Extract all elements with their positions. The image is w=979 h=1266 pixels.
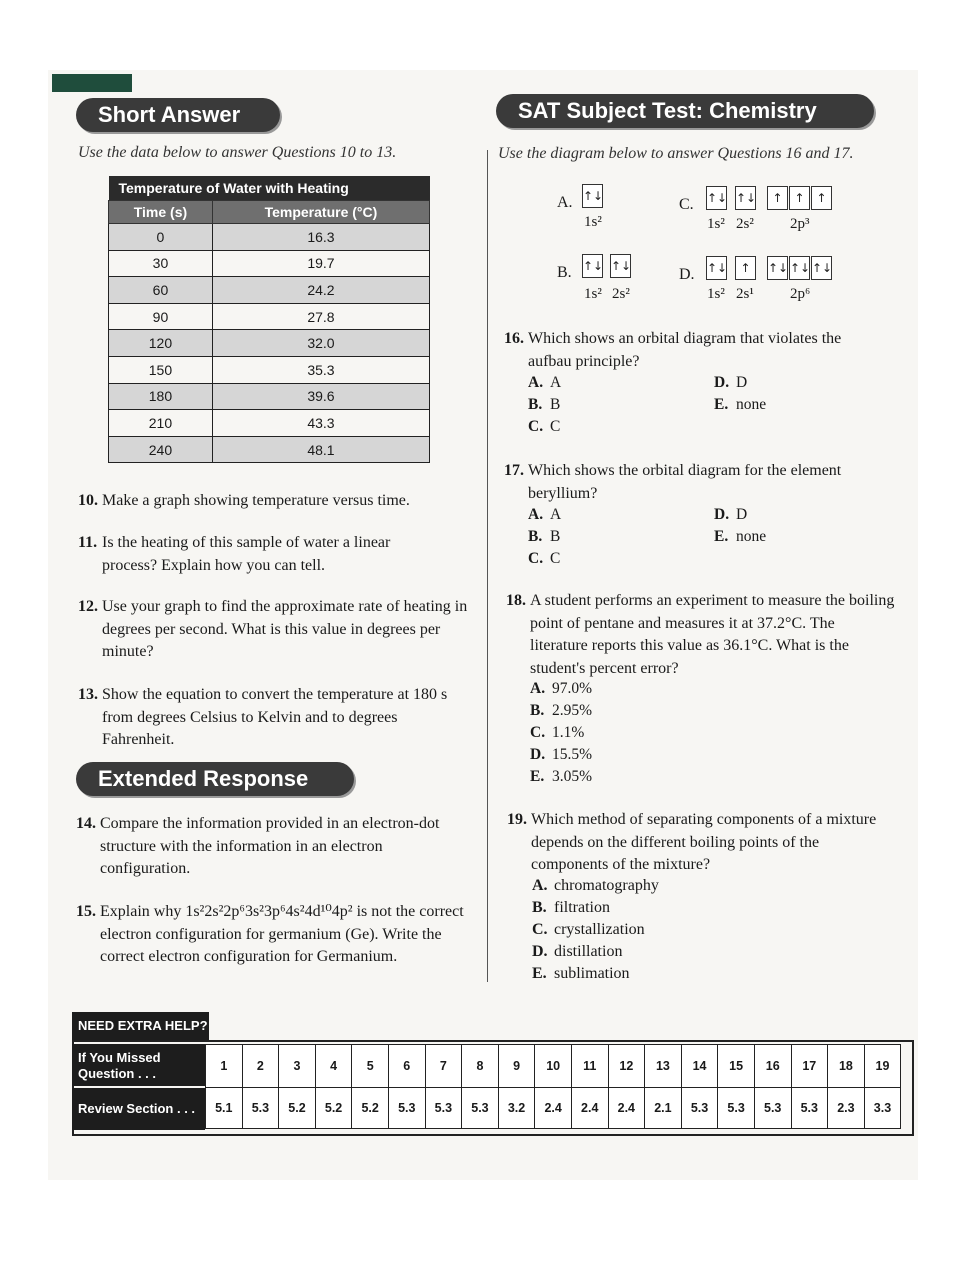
missed-question-cell: 12 (608, 1045, 645, 1088)
temperature-column-header: Temperature (°C) (212, 201, 429, 224)
review-section-label: Review Section . . . (72, 1088, 205, 1130)
q17-choices-left (528, 504, 561, 570)
extended-response-header: Extended Response (76, 762, 354, 796)
table-caption: Temperature of Water with Heating (109, 176, 430, 201)
choice-e (532, 963, 659, 985)
choice-c (528, 548, 561, 570)
time-cell: 180 (109, 383, 213, 410)
temperature-cell: 48.1 (212, 436, 429, 463)
choice-b (530, 700, 592, 722)
choice-a (528, 504, 561, 526)
choice-text: A (550, 506, 562, 523)
question-11 (78, 532, 432, 577)
missed-question-cell: 1 (206, 1045, 243, 1088)
question-18 (506, 590, 895, 680)
table-row (109, 330, 430, 357)
orbital-box: ↑ (789, 186, 810, 210)
question-text: Which shows the orbital diagram for the element beryllium? (528, 462, 842, 502)
choice-text: crystallization (554, 921, 645, 938)
missed-question-cell: 3 (279, 1045, 316, 1088)
choice-a (532, 875, 659, 897)
choice-c (532, 919, 659, 941)
missed-question-label: If You Missed Question . . . (72, 1044, 205, 1086)
missed-question-cell: 8 (462, 1045, 499, 1088)
missed-question-cell: 14 (681, 1045, 718, 1088)
review-section-row (206, 1088, 901, 1129)
diagram-letter: C. (679, 196, 694, 213)
choice-text: distillation (554, 943, 623, 960)
short-answer-intro: Use the data below to answer Questions 10 to 13. (78, 144, 397, 161)
choice-e (714, 394, 766, 416)
orbital-box: ↑↓ (811, 256, 832, 280)
question-17 (504, 460, 888, 505)
diagram-letter: A. (557, 194, 573, 211)
missed-question-cell: 11 (571, 1045, 608, 1088)
question-number: 13. (78, 686, 98, 703)
missed-question-cell: 17 (791, 1045, 828, 1088)
choice-b (528, 526, 561, 548)
sat-header: SAT Subject Test: Chemistry (496, 94, 874, 128)
orbital-label: 1s² (707, 216, 725, 232)
time-cell: 30 (109, 250, 213, 277)
choice-text: filtration (554, 899, 610, 916)
table-row (109, 303, 430, 330)
orbital-label: 1s² (584, 286, 602, 302)
top-color-bar (52, 74, 132, 92)
time-cell: 210 (109, 410, 213, 437)
question-number: 15. (76, 903, 96, 920)
extra-help-title: NEED EXTRA HELP? (72, 1012, 209, 1040)
question-text: Make a graph showing temperature versus time. (102, 492, 410, 509)
temperature-cell: 24.2 (212, 277, 429, 304)
time-cell: 0 (109, 224, 213, 251)
sat-intro: Use the diagram below to answer Questions 16 and 17. (498, 145, 854, 162)
time-cell: 240 (109, 436, 213, 463)
time-column-header: Time (s) (109, 201, 213, 224)
question-text: A student performs an experiment to measure the boiling point of pentane and measures it at 37.2°C. The literature reports this value as 36.1°C. What is the student's percent error? (530, 592, 895, 677)
question-text: Which method of separating components of a mixture depends on the different boiling points of the components of the mixture? (531, 811, 877, 873)
choice-text: 3.05% (552, 768, 593, 785)
orbital-box: ↑↓ (706, 256, 727, 280)
table-row (109, 277, 430, 304)
review-section-cell: 5.1 (206, 1088, 243, 1129)
choice-d (530, 744, 592, 766)
missed-question-cell: 16 (754, 1045, 791, 1088)
choice-letter: B. (528, 396, 543, 413)
missed-question-cell: 5 (352, 1045, 389, 1088)
question-number-row (206, 1045, 901, 1088)
orbital-label: 1s² (584, 214, 602, 230)
temperature-cell: 39.6 (212, 383, 429, 410)
missed-question-cell: 18 (828, 1045, 865, 1088)
missed-question-cell: 13 (645, 1045, 682, 1088)
question-16 (504, 328, 888, 373)
choice-d (532, 941, 659, 963)
choice-e (714, 526, 766, 548)
orbital-label: 2s² (612, 286, 630, 302)
review-section-cell: 3.2 (498, 1088, 535, 1129)
choice-c (530, 722, 592, 744)
review-section-cell: 5.3 (791, 1088, 828, 1129)
choice-text: C (550, 550, 561, 567)
choice-letter: A. (530, 680, 546, 697)
table-row (109, 224, 430, 251)
choice-letter: D. (714, 506, 730, 523)
review-section-cell: 5.3 (388, 1088, 425, 1129)
orbital-label: 2p⁶ (790, 286, 811, 302)
review-section-cell: 5.2 (352, 1088, 389, 1129)
review-section-cell: 5.2 (315, 1088, 352, 1129)
review-section-cell: 2.4 (608, 1088, 645, 1129)
choice-letter: D. (714, 374, 730, 391)
time-cell: 150 (109, 356, 213, 383)
missed-question-cell: 9 (498, 1045, 535, 1088)
choice-letter: C. (528, 418, 544, 435)
missed-question-cell: 4 (315, 1045, 352, 1088)
choice-letter: A. (528, 506, 544, 523)
temperature-cell: 35.3 (212, 356, 429, 383)
temperature-table (108, 176, 430, 463)
choice-e (530, 766, 592, 788)
choice-text: 15.5% (552, 746, 593, 763)
q16-choices-right (714, 372, 766, 416)
review-section-cell: 5.3 (681, 1088, 718, 1129)
choice-text: 1.1% (552, 724, 585, 741)
temperature-cell: 16.3 (212, 224, 429, 251)
q16-choices-left (528, 372, 561, 438)
orbital-label: 2s² (736, 216, 754, 232)
question-19 (507, 809, 896, 877)
choice-letter: A. (528, 374, 544, 391)
orbital-label: 1s² (707, 286, 725, 302)
review-section-cell: 5.3 (718, 1088, 755, 1129)
time-cell: 90 (109, 303, 213, 330)
question-text: Compare the information provided in an electron-dot structure with the information in an electron configuration. (100, 815, 440, 877)
choice-text: none (736, 396, 767, 413)
choice-a (530, 678, 592, 700)
review-section-cell: 5.3 (425, 1088, 462, 1129)
question-15 (76, 901, 476, 969)
orbital-box: ↑↓ (706, 186, 727, 210)
temperature-cell: 19.7 (212, 250, 429, 277)
temperature-cell: 43.3 (212, 410, 429, 437)
missed-question-cell: 19 (864, 1045, 901, 1088)
question-text: Which shows an orbital diagram that violates the aufbau principle? (528, 330, 842, 370)
choice-text: 97.0% (552, 680, 593, 697)
choice-c (528, 416, 561, 438)
question-10 (78, 490, 462, 513)
review-section-cell: 2.4 (535, 1088, 572, 1129)
choice-letter: D. (532, 943, 548, 960)
choice-text: 2.95% (552, 702, 593, 719)
orbital-box: ↑↓ (789, 256, 810, 280)
extra-help-table (205, 1044, 901, 1129)
short-answer-header: Short Answer (76, 98, 280, 132)
choice-text: none (736, 528, 767, 545)
choice-d (714, 372, 766, 394)
choice-text: D (736, 374, 748, 391)
choice-text: sublimation (554, 965, 630, 982)
review-section-cell: 2.4 (571, 1088, 608, 1129)
missed-question-cell: 7 (425, 1045, 462, 1088)
orbital-box: ↑↓ (610, 254, 631, 278)
question-text: Explain why (100, 903, 186, 920)
electron-configuration: 1s²2s²2p⁶3s²3p⁶4s²4d¹⁰4p² (185, 903, 353, 920)
question-13 (78, 684, 472, 752)
choice-b (532, 897, 659, 919)
table-row (109, 250, 430, 277)
time-cell: 120 (109, 330, 213, 357)
review-section-cell: 5.3 (754, 1088, 791, 1129)
missed-question-cell: 10 (535, 1045, 572, 1088)
diagram-letter: B. (557, 264, 572, 281)
question-number: 14. (76, 815, 96, 832)
review-section-cell: 5.3 (462, 1088, 499, 1129)
table-row (109, 410, 430, 437)
choice-a (528, 372, 561, 394)
question-14 (76, 813, 470, 881)
column-divider (487, 150, 488, 982)
question-number: 17. (504, 462, 524, 479)
orbital-box: ↑↓ (582, 254, 603, 278)
choice-letter: C. (528, 550, 544, 567)
question-number: 18. (506, 592, 526, 609)
question-number: 11. (78, 534, 98, 551)
table-row (109, 436, 430, 463)
missed-question-cell: 2 (242, 1045, 279, 1088)
choice-letter: A. (532, 877, 548, 894)
orbital-label: 2p³ (790, 216, 810, 232)
question-number: 16. (504, 330, 524, 347)
orbital-box: ↑↓ (735, 186, 756, 210)
q17-choices-right (714, 504, 766, 548)
orbital-box: ↑ (811, 186, 832, 210)
orbital-box: ↑ (735, 256, 756, 280)
orbital-box: ↑↓ (582, 184, 603, 208)
review-section-cell: 3.3 (864, 1088, 901, 1129)
question-text: Use your graph to find the approximate rate of heating in degrees per second. What is this value in degrees per minute? (102, 598, 468, 660)
temperature-cell: 27.8 (212, 303, 429, 330)
review-section-cell: 2.1 (645, 1088, 682, 1129)
choice-b (528, 394, 561, 416)
q18-choices (530, 678, 592, 788)
choice-text: B (550, 528, 561, 545)
choice-d (714, 504, 766, 526)
choice-letter: E. (714, 396, 729, 413)
question-text: Is the heating of this sample of water a linear process? Explain how you can tell. (102, 534, 391, 574)
review-section-cell: 2.3 (828, 1088, 865, 1129)
orbital-label: 2s¹ (736, 286, 754, 302)
choice-text: B (550, 396, 561, 413)
choice-letter: E. (714, 528, 729, 545)
diagram-letter: D. (679, 266, 695, 283)
table-row (109, 383, 430, 410)
question-12 (78, 596, 472, 664)
choice-letter: C. (530, 724, 546, 741)
time-cell: 60 (109, 277, 213, 304)
choice-text: D (736, 506, 748, 523)
choice-text: A (550, 374, 562, 391)
missed-question-cell: 6 (388, 1045, 425, 1088)
missed-question-cell: 15 (718, 1045, 755, 1088)
orbital-box: ↑ (767, 186, 788, 210)
question-number: 12. (78, 598, 98, 615)
orbital-box: ↑↓ (767, 256, 788, 280)
choice-letter: E. (530, 768, 545, 785)
choice-letter: B. (532, 899, 547, 916)
choice-letter: B. (528, 528, 543, 545)
question-number: 19. (507, 811, 527, 828)
choice-letter: C. (532, 921, 548, 938)
temperature-cell: 32.0 (212, 330, 429, 357)
review-section-cell: 5.3 (242, 1088, 279, 1129)
review-section-cell: 5.2 (279, 1088, 316, 1129)
choice-text: C (550, 418, 561, 435)
question-number: 10. (78, 492, 98, 509)
table-row (109, 356, 430, 383)
question-text: Show the equation to convert the temperature at 180 s from degrees Celsius to Kelvin and to degrees Fahrenheit. (102, 686, 448, 748)
choice-text: chromatography (554, 877, 659, 894)
question-text: is not the correct electron configuration for germanium (Ge). Write the correct electron configuration for Germanium. (100, 903, 464, 965)
q19-choices (532, 875, 659, 985)
choice-letter: E. (532, 965, 547, 982)
choice-letter: D. (530, 746, 546, 763)
choice-letter: B. (530, 702, 545, 719)
